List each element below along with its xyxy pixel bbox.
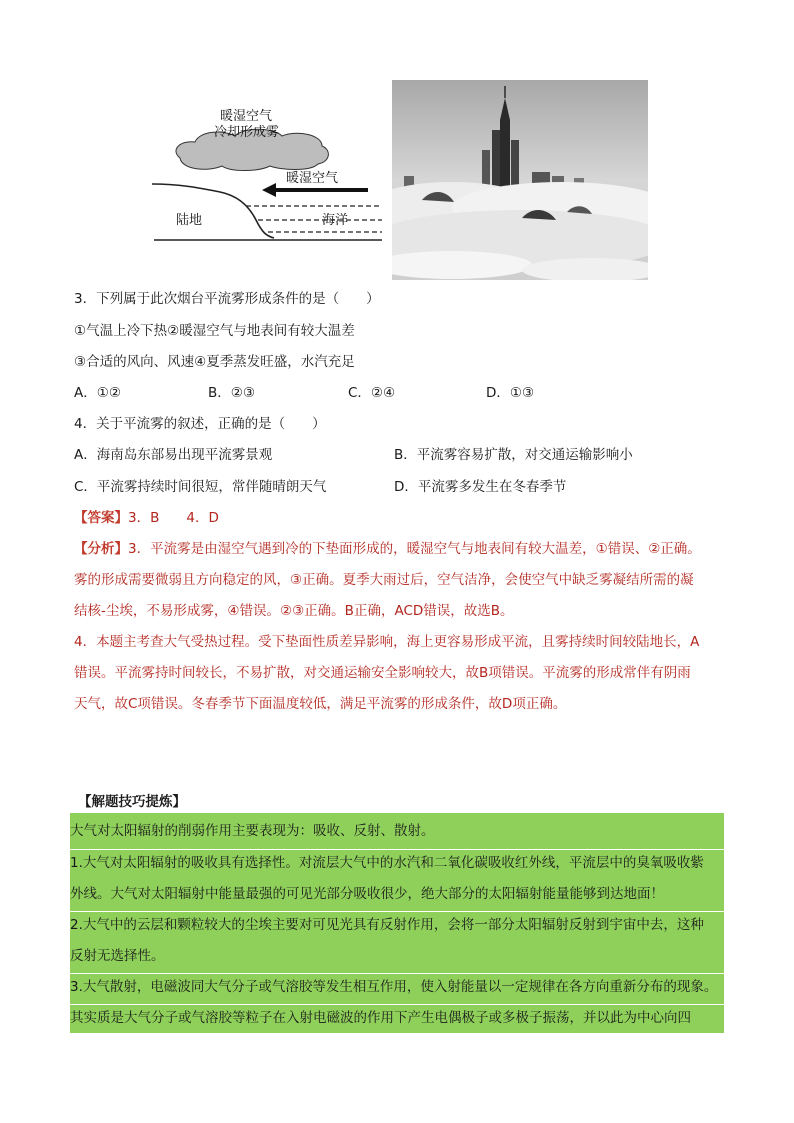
tips-divider-3 [70,973,724,974]
tips-line-1: 大气对太阳辐射的削弱作用主要表现为：吸收、反射、散射。 [70,823,435,839]
diagram-svg [150,100,390,248]
q4-option-b: B．平流雾容易扩散，对交通运输影响小 [394,447,633,463]
analysis-line-6: 天气，故C项错误。冬春季节下面温度较低，满足平流雾的形成条件，故D项正确。 [74,696,567,712]
analysis-tag: 【分析】 [74,541,128,557]
cloud-label-2: 冷却形成雾 [214,125,280,140]
q4-option-d: D．平流雾多发生在冬春季节 [394,479,567,495]
q3-option-a: A．①② [74,385,121,401]
analysis-line-3: 结核-尘埃，不易形成雾，④错误。②③正确。B正确，ACD错误，故选B。 [74,603,514,619]
ocean-label: 海洋 [322,213,349,228]
tips-line-2: 1.大气对太阳辐射的吸收具有选择性。对流层大气中的水汽和二氧化碳吸收红外线，平流层中的臭氧吸收紫 [70,855,704,871]
q4-option-c: C．平流雾持续时间很短，常伴随晴朗天气 [74,479,327,495]
tips-divider-2 [70,911,724,912]
tips-divider-1 [70,849,724,850]
advection-fog-diagram [150,100,390,248]
tips-line-3: 外线。大气对太阳辐射中能量最强的可见光部分吸收很少，绝大部分的太阳辐射能量能够到达地面！ [70,886,664,902]
land-label: 陆地 [176,213,203,228]
tips-title: 【解题技巧提炼】 [78,794,186,810]
answer-line [74,508,219,528]
cloud-label-1: 暖湿空气 [220,109,273,124]
fog-city-photo [392,80,648,280]
land-shape [152,184,274,238]
q3-option-d: D．①③ [486,385,535,401]
q3-stem: 3．下列属于此次烟台平流雾形成条件的是（ ） [74,291,380,307]
q3-option-b: B．②③ [208,385,255,401]
q4-option-a: A．海南岛东部易出现平流雾景观 [74,447,273,463]
q3-statements-2: ③合适的风向、风速④夏季蒸发旺盛，水汽充足 [74,354,355,370]
arrow-label: 暖湿空气 [286,171,339,186]
tips-line-5: 反射无选择性。 [70,948,165,964]
analysis-line-1 [74,539,701,559]
analysis-text-1: 3．平流雾是由湿空气遇到冷的下垫面形成的，暖湿空气与地表间有较大温差，①错误、②正确。 [128,541,701,557]
analysis-line-2: 雾的形成需要微弱且方向稳定的风，③正确。夏季大雨过后，空气洁净，会使空气中缺乏雾凝结所需的凝 [74,572,694,588]
photo-svg [392,80,648,280]
analysis-line-5: 错误。平流雾持时间较长，不易扩散，对交通运输安全影响较大，故B项错误。平流雾的形成常伴有阴雨 [74,665,691,681]
q3-option-c: C．②④ [348,385,396,401]
analysis-line-4: 4．本题主考查大气受热过程。受下垫面性质差异影响，海上更容易形成平流，且雾持续时间较陆地长，A [74,634,700,650]
tips-line-6: 3.大气散射，电磁波同大气分子或气溶胶等发生相互作用，使入射能量以一定规律在各方向重新分布的现象。 [70,979,718,995]
tips-divider-4 [70,1004,724,1005]
answer-tag: 【答案】 [74,510,128,526]
q3-statements-1: ①气温上冷下热②暖湿空气与地表间有较大温差 [74,323,355,339]
wind-arrow-head [262,183,276,197]
tips-line-7: 其实质是大气分子或气溶胶等粒子在入射电磁波的作用下产生电偶极子或多极子振荡，并以此为中心向四 [70,1010,691,1026]
q4-stem: 4．关于平流雾的叙述，正确的是（ ） [74,416,326,432]
answer-text: 3．B 4．D [128,510,219,526]
tips-box [70,813,724,1033]
tips-line-4: 2.大气中的云层和颗粒较大的尘埃主要对可见光具有反射作用，会将一部分太阳辐射反射到宇宙中去，这种 [70,917,704,933]
